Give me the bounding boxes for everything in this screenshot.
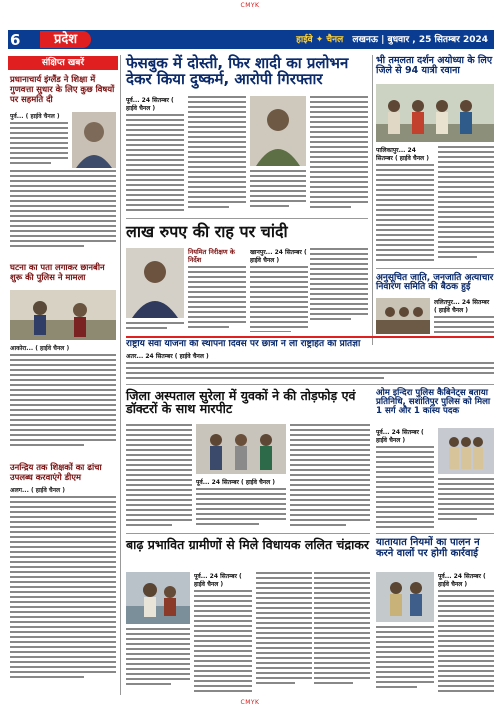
cash-story-photo <box>126 248 184 318</box>
brief-lead-1: पुर्व... ( हाईवे चैनल ) <box>10 113 60 120</box>
meeting-story-col-1 <box>434 298 494 334</box>
cash-story-col-1 <box>126 322 184 332</box>
page-number: 6 <box>10 31 21 49</box>
column-divider <box>372 55 373 345</box>
divider <box>376 533 494 534</box>
flood-story-col-4 <box>314 572 370 692</box>
brief-photo-2 <box>10 290 116 340</box>
brief-headline-1: प्रधानाचार्य इंग्लैंड ने शिक्षा में गुणवत्ता सुधार के लिए कुछ विषयों पर सहमति दी <box>10 74 115 104</box>
cash-story-col-4 <box>310 248 368 332</box>
delegation-story-dateline: पूर्व... 24 सितम्बर ( हाईवे चैनल ) <box>376 429 424 444</box>
delegation-story-col-2 <box>438 478 494 530</box>
cash-story-dateline: खानपुर... 24 सितम्बर ( हाईवे चैनल ) <box>250 249 307 264</box>
print-mark-top: CMYK <box>240 2 260 9</box>
brief-headline-3: उनन्द्रिय तक शिक्षकों का ढांचा उपलब्ध करवाएंगे डीएम <box>10 462 102 482</box>
hospital-story-photo <box>196 424 286 474</box>
lead-story-col-2 <box>188 96 246 214</box>
traffic-story-headline: यातायात नियमों का पालन न करने वालों पर होगी कार्रवाई <box>376 537 480 559</box>
right-top-col-2 <box>438 146 494 264</box>
lead-story-headline: फेसबुक में दोस्ती, फिर शादी का प्रलोभन देकर किया दुष्कर्म, आरोपी गिरफ्तार <box>126 54 349 88</box>
traffic-story-col-1 <box>376 626 434 692</box>
cash-story-subhead: नियमित निरीक्षण के निर्देश <box>188 248 235 264</box>
divider <box>126 384 494 385</box>
traffic-story-photo <box>376 572 434 622</box>
flood-story-col-2 <box>194 572 252 692</box>
right-top-photo <box>376 84 494 142</box>
delegation-story-photo <box>438 428 494 474</box>
traffic-story-dateline: पूर्व... 24 सितम्बर ( हाईवे चैनल ) <box>438 573 486 588</box>
right-top-dateline: पालिकापुर... 24 सितम्बर ( हाईवे चैनल ) <box>376 147 429 162</box>
brief-body-1 <box>10 112 68 168</box>
lead-story-col-4 <box>310 96 368 214</box>
flood-story-col-3 <box>256 572 312 692</box>
divider <box>126 218 368 219</box>
lead-story-col-1 <box>126 96 184 214</box>
brief-body-1b <box>10 170 116 254</box>
lead-story-col-3 <box>250 170 306 214</box>
traffic-story-col-2 <box>438 572 494 692</box>
section-title: प्रदेश <box>40 31 91 48</box>
meeting-story-photo <box>376 298 430 334</box>
divider <box>376 268 494 269</box>
flood-story-photo <box>126 572 190 624</box>
flood-story-col-1 <box>126 628 190 692</box>
cash-story-col-3 <box>250 248 308 332</box>
briefs-heading: संक्षिप्त खबरें <box>8 56 118 70</box>
right-top-col-1 <box>376 146 434 264</box>
print-mark-bottom: CMYK <box>240 699 260 706</box>
divider <box>126 533 370 534</box>
flood-story-dateline: पूर्व... 24 सितम्बर ( हाईवे चैनल ) <box>194 573 242 588</box>
brand-name: हाईवे ✦ चैनल <box>296 35 344 45</box>
brief-body-2 <box>10 344 116 452</box>
delegation-story-col-1 <box>376 428 434 530</box>
strip-lead: अतर... 24 सितम्बर ( हाईवे चैनल ) <box>126 353 209 360</box>
brief-photo-1 <box>72 112 116 168</box>
cash-story-headline: लाख रुपए की राह पर चांदी <box>126 222 288 241</box>
lead-story-photo <box>250 96 306 166</box>
right-top-headline: भी तमलता दर्शन अयोध्या के लिए जिले से 94 यात्री रवाना <box>376 55 493 76</box>
issue-date: बुधवार , 25 सितम्बर 2024 <box>387 35 488 45</box>
masthead-info: हाईवे ✦ चैनल लखनऊ | बुधवार , 25 सितम्बर 2024 <box>296 35 488 45</box>
brief-headline-2: घटना का पता लगाकर छानबीन शुरू की पुलिस ने मामला <box>10 262 105 282</box>
strip-headline: राष्ट्रीय सेवा योजना की स्थापना दिवस पर छात्रों ने ली राष्ट्रहित की प्रतिज्ञा <box>126 340 361 349</box>
hospital-story-dateline: पूर्व... 24 सितम्बर ( हाईवे चैनल ) <box>196 479 276 486</box>
cash-story-col-2 <box>188 266 246 332</box>
strip-rule <box>126 336 494 338</box>
hospital-story-col-3 <box>290 424 370 530</box>
hospital-story-headline: जिला अस्पताल सुरेला में युवकों ने की तोड़फोड़ एवं डॉक्टरों के साथ मारपीट <box>126 388 356 417</box>
hospital-story-col-2 <box>196 478 286 530</box>
meeting-story-dateline: ललितपुर... 24 सितम्बर ( हाईवे चैनल ) <box>434 299 490 314</box>
brief-body-3 <box>10 486 116 690</box>
hospital-story-col-1 <box>126 424 192 530</box>
city-name: लखनऊ <box>352 35 378 45</box>
lead-story-dateline: पूर्व... 24 सितम्बर ( हाईवे चैनल ) <box>126 97 174 112</box>
strip-body <box>126 352 494 382</box>
flood-story-headline: बाढ़ प्रभावित ग्रामीणों से मिले विधायक ललित चंद्राकर <box>126 537 370 552</box>
brief-lead-2: आकोरा... ( हाईवे चैनल ) <box>10 345 70 352</box>
column-divider <box>120 55 121 695</box>
delegation-story-headline: ओम इन्दिरा पुलिस कैबिनेट्स बताया प्रतिनिधि, सशांतिपुर पुलिस को मिला 1 सर्ग और 1 कांस्य पदक <box>376 388 491 417</box>
meeting-story-headline: अनुसूचित जाति, जनजाति अत्याचार निवारण समिति की बैठक हुई <box>376 273 494 293</box>
brief-lead-3: अलग... ( हाईवे चैनल ) <box>10 487 65 494</box>
